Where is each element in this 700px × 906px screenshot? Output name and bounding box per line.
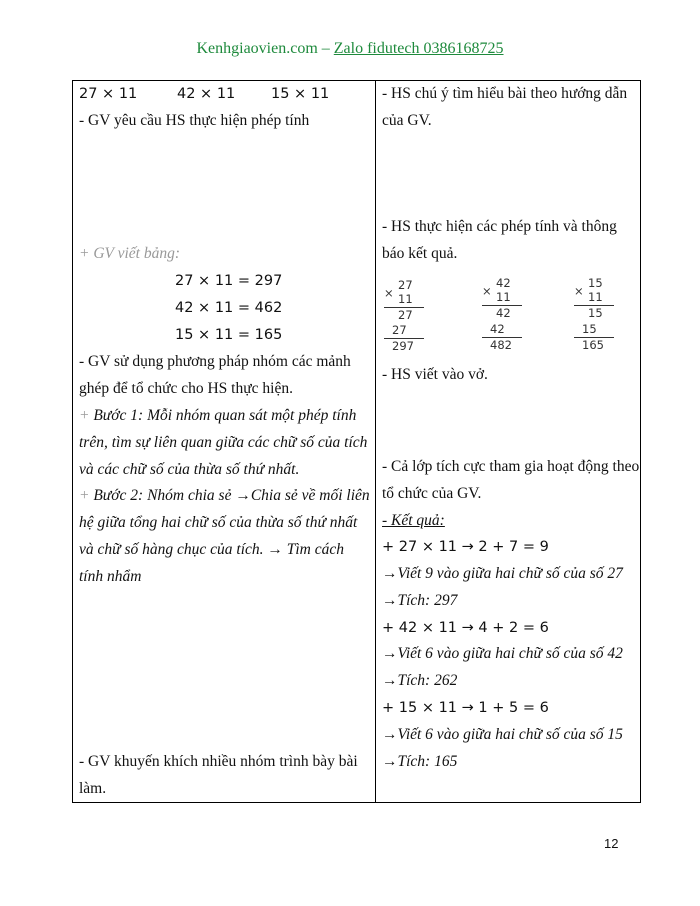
attention-line-2: của GV. (382, 112, 432, 129)
board-result-2: 42 × 11 = 462 (175, 300, 283, 316)
teacher-cell (73, 81, 375, 802)
result-1-expr: + 27 × 11 → 2 + 7 = 9 (382, 539, 549, 555)
teacher-column (73, 81, 376, 803)
lesson-table (72, 80, 641, 803)
calc-3-factor-a: 15 (588, 276, 603, 290)
times-icon: × (574, 284, 584, 298)
participate-line-2: tổ chức của GV. (382, 485, 482, 502)
header-separator: – (317, 40, 334, 57)
result-1-write: →Viết 9 vào giữa hai chữ số của số 27 (382, 565, 623, 582)
board-result-3: 15 × 11 = 165 (175, 327, 283, 343)
calc-1-partial-1: 27 (398, 308, 413, 322)
perform-line-2: báo kết quả. (382, 245, 458, 262)
vertical-calc-3 (574, 277, 624, 351)
problem-1: 27 × 11 (79, 86, 138, 102)
encourage-line-1: - GV khuyến khích nhiều nhóm trình bày bài (79, 753, 358, 770)
calc-1-result: 297 (392, 339, 414, 353)
calc-3-partial-2: 15 (582, 322, 597, 336)
calc-3-partial-1: 15 (588, 306, 603, 320)
step2-line-3: và chữ số hàng chục của tích. → Tìm cách (79, 541, 345, 558)
calc-2-partial-2: 42 (490, 322, 505, 336)
times-icon: × (384, 286, 394, 300)
vertical-calc-2 (482, 277, 532, 351)
calc-2-result: 482 (490, 338, 512, 352)
calc-1-factor-b: 11 (398, 292, 413, 306)
board-result-1: 27 × 11 = 297 (175, 273, 283, 289)
board-label: + GV viết bảng: (79, 245, 180, 262)
result-2-product: →Tích: 262 (382, 672, 458, 689)
step1-line-2: trên, tìm sự liên quan giữa các chữ số của tích (79, 434, 368, 451)
perform-line-1: - HS thực hiện các phép tính và thông (382, 218, 617, 235)
header-site[interactable]: Kenhgiaovien.com (196, 40, 318, 57)
step2-line-2: hệ giữa tổng hai chữ số của thừa số thứ nhất (79, 514, 358, 531)
student-column (376, 81, 641, 803)
student-cell (376, 81, 640, 802)
step2-line-1: + Bước 2: Nhóm chia sẻ →Chia sẻ về mối liên (79, 487, 370, 504)
write-line: - HS viết vào vở. (382, 366, 488, 383)
group-method-line-1: - GV sử dụng phương pháp nhóm các mảnh (79, 353, 351, 370)
page-header (0, 40, 700, 58)
calc-3-result: 165 (582, 338, 604, 352)
result-1-product: →Tích: 297 (382, 592, 458, 609)
page-number: 12 (604, 836, 619, 851)
encourage-line-2: làm. (79, 780, 107, 797)
table-row (73, 81, 641, 803)
calc-3-factor-b: 11 (588, 290, 603, 304)
instruction-line: - GV yêu cầu HS thực hiện phép tính (79, 112, 310, 129)
result-3-write: →Viết 6 vào giữa hai chữ số của số 15 (382, 726, 623, 743)
calc-2-partial-1: 42 (496, 306, 511, 320)
calc-2-factor-a: 42 (496, 276, 511, 290)
result-3-product: →Tích: 165 (382, 753, 458, 770)
times-icon: × (482, 284, 492, 298)
problem-2: 42 × 11 (177, 86, 236, 102)
step1-line-3: và các chữ số của thừa số thứ nhất. (79, 461, 300, 478)
result-2-expr: + 42 × 11 → 4 + 2 = 6 (382, 620, 549, 636)
calc-1-factor-a: 27 (398, 278, 413, 292)
attention-line-1: - HS chú ý tìm hiểu bài theo hướng dẫn (382, 85, 628, 102)
calc-1-partial-2: 27 (392, 323, 407, 337)
header-contact-link[interactable]: Zalo fidutech 0386168725 (333, 40, 504, 57)
step2-line-4: tính nhẩm (79, 568, 142, 585)
participate-line-1: - Cả lớp tích cực tham gia hoạt động theo (382, 458, 640, 475)
step1-line-1: + Bước 1: Mỗi nhóm quan sát một phép tính (79, 407, 357, 424)
result-label: - Kết quả: (382, 512, 445, 529)
result-3-expr: + 15 × 11 → 1 + 5 = 6 (382, 700, 549, 716)
calc-2-factor-b: 11 (496, 290, 511, 304)
result-2-write: →Viết 6 vào giữa hai chữ số của số 42 (382, 645, 623, 662)
group-method-line-2: ghép để tổ chức cho HS thực hiện. (79, 380, 293, 397)
vertical-calc-1 (384, 279, 429, 351)
problem-3: 15 × 11 (271, 86, 330, 102)
